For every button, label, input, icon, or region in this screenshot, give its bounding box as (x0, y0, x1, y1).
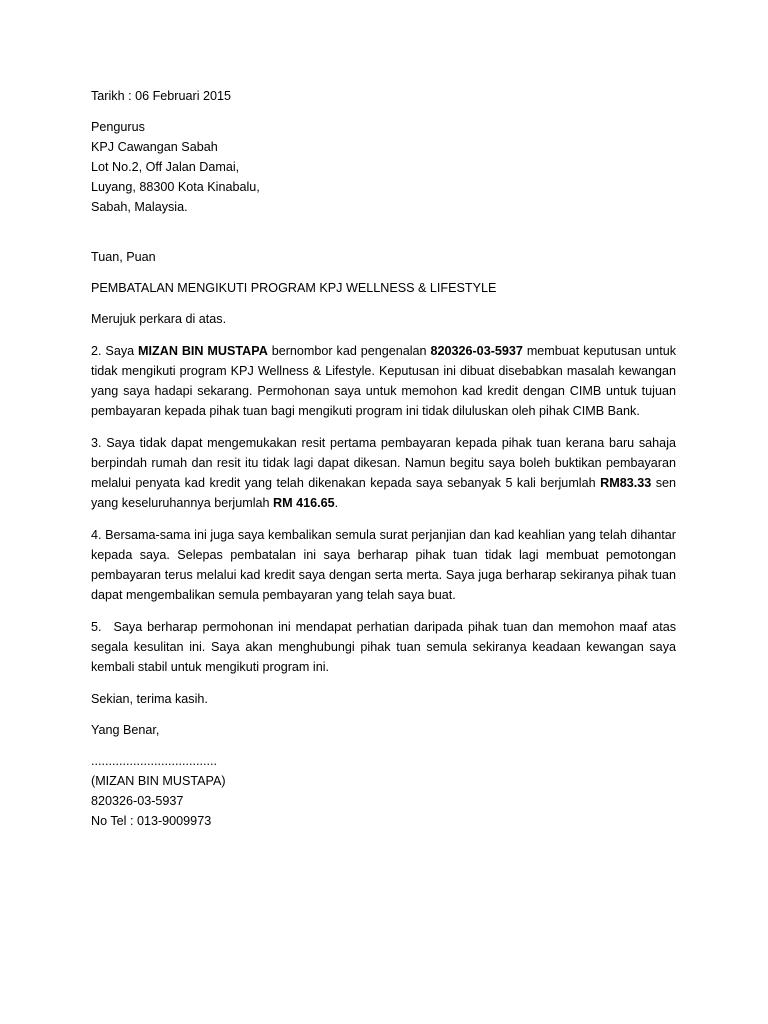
recipient-title: Pengurus (91, 120, 145, 134)
instalment-amount: RM83.33 (600, 476, 652, 490)
signature-line: .................................... (91, 754, 217, 768)
signoff-line: Yang Benar, (91, 723, 160, 737)
recipient-org: KPJ Cawangan Sabah (91, 140, 218, 154)
applicant-ic: 820326-03-5937 (430, 344, 523, 358)
subject-heading: PEMBATALAN MENGIKUTI PROGRAM KPJ WELLNESS & LIFESTYLE (91, 281, 497, 295)
total-amount: RM 416.65 (273, 496, 335, 510)
date-line: Tarikh : 06 Februari 2015 (91, 89, 232, 103)
recipient-address-line-1: Lot No.2, Off Jalan Damai, (91, 160, 240, 174)
signer-name: (MIZAN BIN MUSTAPA) (91, 774, 226, 788)
salutation: Tuan, Puan (91, 250, 156, 264)
reference-line: Merujuk perkara di atas. (91, 312, 227, 326)
paragraph-2: 2. Saya MIZAN BIN MUSTAPA bernombor kad pengenalan 820326-03-5937 membuat keputusan untuk tidak mengikuti program KPJ Wellness & Lifestyle. Keputusan ini dibuat disebabkan masalah kewangan yang saya hadapi sekarang. Permohonan saya untuk memohon kad kredit dengan CIMB untuk tujuan pembayaran kepada pihak tuan bagi mengikuti program ini tidak diluluskan oleh pihak CIMB Bank. (91, 344, 677, 418)
recipient-address (91, 117, 676, 217)
signer-ic: 820326-03-5937 (91, 794, 184, 808)
closing-line: Sekian, terima kasih. (91, 692, 208, 706)
applicant-name: MIZAN BIN MUSTAPA (138, 344, 268, 358)
recipient-address-line-2: Luyang, 88300 Kota Kinabalu, (91, 180, 260, 194)
signature-block (91, 751, 676, 831)
paragraph-5: 5. Saya berharap permohonan ini mendapat perhatian daripada pihak tuan dan memohon maaf atas segala kesulitan ini. Saya akan menghubungi pihak tuan semula sekiranya keadaan kewangan saya kembali stabil untuk mengikuti program ini. (91, 620, 676, 674)
paragraph-5-number: 5. (91, 620, 102, 634)
paragraph-4: 4. Bersama-sama ini juga saya kembalikan semula surat perjanjian dan kad keahlian yang telah dihantar kepada saya. Selepas pembatalan ini saya berharap pihak tuan tidak lagi membuat pemotongan pembayaran terus melalui kad kredit saya dengan serta merta. Saya juga berharap sekiranya pihak tuan dapat mengembalikan semula pembayaran yang telah saya buat. (91, 528, 676, 602)
paragraph-3: 3. Saya tidak dapat mengemukakan resit pertama pembayaran kepada pihak tuan kerana baru sahaja berpindah rumah dan resit itu tidak lagi dapat dikesan. Namun begitu saya boleh buktikan pembayaran melalui penyata kad kredit yang telah dikenakan kepada saya sebanyak 5 kali berjumlah RM83.33 sen yang keseluruhannya berjumlah RM 416.65. (91, 436, 677, 510)
recipient-address-line-3: Sabah, Malaysia. (91, 200, 188, 214)
paragraph-2-number: 2. (91, 344, 102, 358)
letter-page (91, 86, 676, 831)
signer-phone: No Tel : 013-9009973 (91, 814, 212, 828)
